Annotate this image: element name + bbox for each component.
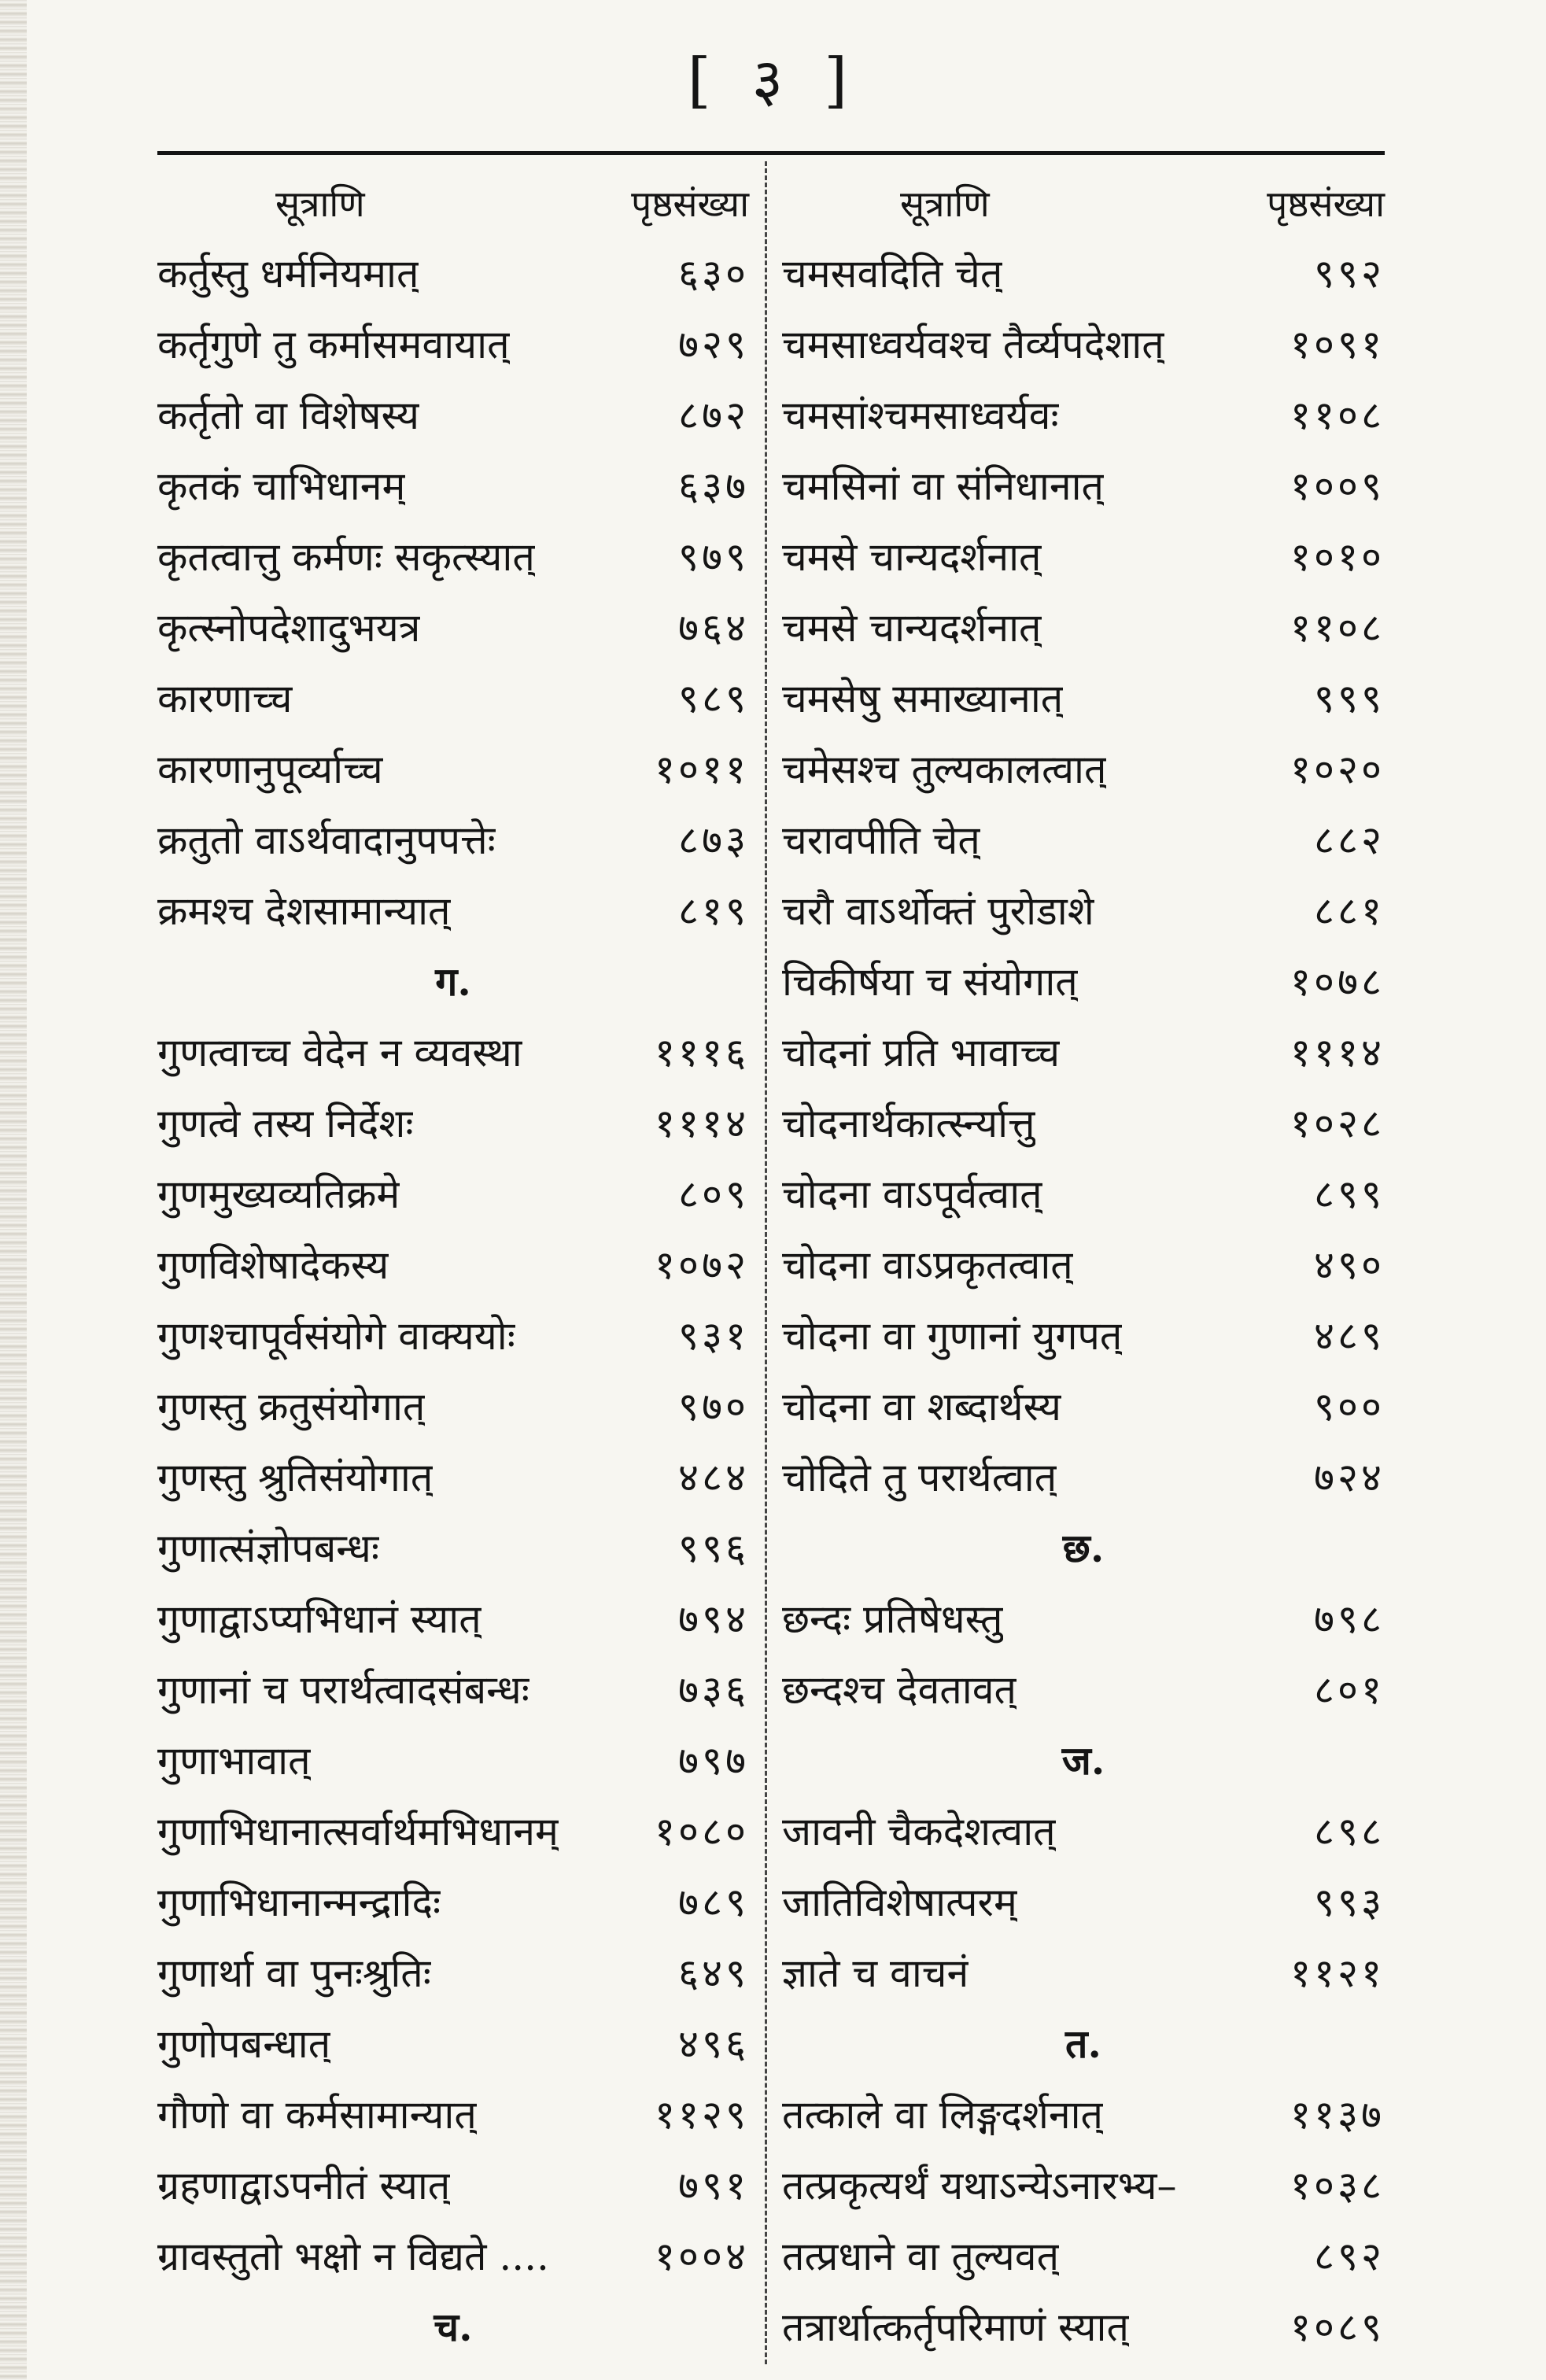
index-row — [157, 591, 749, 662]
page-ref: ८८२ — [1314, 817, 1385, 863]
page-ref: ९९९ — [1314, 676, 1385, 721]
header-page-count: पृष्ठसंख्या — [1267, 183, 1385, 225]
index-row — [782, 803, 1385, 874]
sutra-text: गुणस्तु क्रतुसंयोगात् — [157, 1384, 426, 1430]
sutra-text: चमसे चान्यदर्शनात् — [782, 534, 1042, 580]
page-ref: १०१० — [1290, 534, 1385, 580]
section-letter-heading: छ. — [1062, 1525, 1105, 1571]
sutra-text: चिकीर्षया च संयोगात् — [782, 959, 1078, 1005]
sutra-text: छन्दः प्रतिषेधस्तु — [782, 1596, 1003, 1642]
page-ref: १०२० — [1290, 747, 1385, 792]
index-row — [782, 237, 1385, 308]
sutra-text: चोदना वाऽपूर्वत्वात् — [782, 1172, 1042, 1217]
sutra-text: गुणस्तु श्रुतिसंयोगात् — [157, 1455, 434, 1500]
page-ref: ११२१ — [1290, 1950, 1385, 1996]
sutra-text: कृतकं चाभिधानम् — [157, 463, 406, 509]
page-ref: ११३७ — [1290, 2092, 1385, 2138]
page-ref: १०७२ — [655, 1242, 749, 1288]
page-ref: ११०८ — [1290, 393, 1385, 438]
sutra-text: तत्प्रकृत्यर्थं यथाऽन्येऽनारभ्य– — [782, 2163, 1177, 2208]
index-row — [782, 945, 1385, 1016]
page-ref: ६३७ — [678, 463, 749, 509]
page-ref: ९९६ — [678, 1526, 749, 1571]
page-ref: ८८१ — [1314, 888, 1385, 934]
sutra-text: कर्तुस्तु धर्मनियमात् — [157, 251, 419, 297]
sutra-text: चमेसश्च तुल्यकालत्वात् — [782, 747, 1107, 792]
section-letter-heading: ज. — [1061, 1737, 1105, 1784]
page-ref: १०७८ — [1290, 959, 1385, 1005]
page-ref: ८०९ — [678, 1172, 749, 1217]
page-ref: ४९६ — [678, 2021, 749, 2067]
sutra-text: कृत्स्नोपदेशादुभयत्र — [157, 605, 421, 651]
sutra-text: जातिविशेषात्परम् — [782, 1880, 1017, 1925]
sutra-text: चोदना वा शब्दार्थस्य — [782, 1384, 1062, 1430]
page-ref: १०८९ — [1290, 2304, 1385, 2350]
left-index-column — [157, 169, 749, 2361]
sutra-text: गुणविशेषादेकस्य — [157, 1242, 389, 1288]
sutra-text: कृतत्वात्तु कर्मणः सकृत्स्यात् — [157, 534, 535, 580]
page-ref: ७९४ — [678, 1596, 749, 1642]
sutra-text: गुणत्वे तस्य निर्देशः — [157, 1101, 414, 1146]
page-ref: ९३१ — [678, 1313, 749, 1359]
page-ref: ७३६ — [678, 1667, 749, 1713]
index-row — [157, 1228, 749, 1299]
right-index-column — [782, 169, 1385, 2361]
column-header — [157, 169, 749, 237]
index-row — [157, 874, 749, 945]
section-letter-heading: ग. — [435, 958, 471, 1005]
page-ref: ९७० — [678, 1384, 749, 1430]
index-row — [157, 1299, 749, 1370]
page-ref: ७९८ — [1314, 1596, 1385, 1642]
page-ref: १०११ — [655, 747, 749, 792]
sutra-text: चरावपीति चेत् — [782, 817, 980, 863]
sutra-text: चरौ वाऽर्थोक्तं पुरोडाशे — [782, 888, 1094, 934]
page-ref: १०९१ — [1290, 322, 1385, 367]
sutra-text: गुणात्संज्ञोपबन्धः — [157, 1526, 379, 1571]
index-row — [157, 1653, 749, 1724]
page-ref: ६४९ — [678, 1950, 749, 1996]
page-ref: ७६४ — [678, 605, 749, 651]
index-row — [782, 1087, 1385, 1157]
index-row — [157, 308, 749, 378]
index-row — [782, 520, 1385, 591]
index-row — [782, 378, 1385, 449]
page-ref: ८०१ — [1314, 1667, 1385, 1713]
sutra-text: क्रतुतो वाऽर्थवादानुपपत्तेः — [157, 817, 496, 863]
page-ref: ७९१ — [678, 2163, 749, 2208]
page-ref: ११२९ — [655, 2092, 749, 2138]
sutra-text: क्रमश्च देशसामान्यात् — [157, 888, 451, 934]
index-row — [157, 803, 749, 874]
index-row — [782, 2219, 1385, 2290]
sutra-text: चमसवदिति चेत् — [782, 251, 1003, 297]
sutra-text: जावनी चैकदेशत्वात् — [782, 1809, 1056, 1854]
sutra-text: चोदनां प्रति भावाच्च — [782, 1030, 1061, 1076]
index-row — [157, 732, 749, 803]
header-page-count: पृष्ठसंख्या — [631, 183, 749, 225]
index-row — [782, 1865, 1385, 1936]
header-rule — [157, 151, 1385, 155]
sutra-text: गुणत्वाच्च वेदेन न व्यवस्था — [157, 1030, 522, 1076]
sutra-text: चोदिते तु परार्थत्वात् — [782, 1455, 1057, 1500]
index-row — [157, 1936, 749, 2007]
page-ref: १११४ — [1290, 1030, 1385, 1076]
index-row — [782, 2149, 1385, 2219]
index-row — [157, 237, 749, 308]
header-sutras: सूत्राणि — [275, 183, 365, 225]
page-ref: १११६ — [655, 1030, 749, 1076]
index-row — [782, 1228, 1385, 1299]
index-row — [157, 2219, 749, 2290]
sutra-text: ग्रहणाद्वाऽपनीतं स्यात् — [157, 2163, 451, 2208]
section-letter-heading: च. — [434, 2304, 473, 2350]
sutra-text: चमसाध्वर्यवश्च तैर्व्यपदेशात् — [782, 322, 1164, 367]
index-row — [782, 1582, 1385, 1653]
sutra-text: कारणाच्च — [157, 676, 293, 721]
page-ref: ९८९ — [678, 676, 749, 721]
sutra-text: गुणाभिधानान्मन्द्रादिः — [157, 1880, 441, 1925]
sutra-text: कर्तृगुणे तु कर्मासमवायात् — [157, 322, 510, 367]
sutra-text: तत्काले वा लिङ्गदर्शनात् — [782, 2092, 1104, 2138]
index-row — [782, 308, 1385, 378]
index-row — [782, 1370, 1385, 1441]
index-row — [782, 1936, 1385, 2007]
sutra-text: चोदना वा गुणानां युगपत् — [782, 1313, 1123, 1359]
sutra-text: कारणानुपूर्व्याच्च — [157, 747, 383, 792]
index-row — [782, 732, 1385, 803]
page-ref: ९०० — [1314, 1384, 1385, 1430]
page-number: [ ३ ] — [687, 45, 859, 115]
index-row — [157, 520, 749, 591]
index-row — [157, 1441, 749, 1511]
page-ref: ९९३ — [1314, 1880, 1385, 1925]
page-ref: ११०८ — [1290, 605, 1385, 651]
column-header — [782, 169, 1385, 237]
index-row — [157, 2078, 749, 2149]
page-ref: ४८९ — [1314, 1313, 1385, 1359]
sutra-text: गुणोपबन्धात् — [157, 2021, 331, 2067]
sutra-text: गुणाभावात् — [157, 1738, 311, 1784]
sutra-text: गौणो वा कर्मसामान्यात् — [157, 2092, 477, 2138]
sutra-text: चमसे चान्यदर्शनात् — [782, 605, 1042, 651]
sutra-text: गुणानां च परार्थत्वादसंबन्धः — [157, 1667, 529, 1713]
page-ref: ८७२ — [678, 393, 749, 438]
index-row — [157, 1795, 749, 1865]
sutra-text: गुणाद्वाऽप्यभिधानं स्यात् — [157, 1596, 482, 1642]
index-row — [782, 1795, 1385, 1865]
sutra-text: तत्रार्थात्कर्तृपरिमाणं स्यात् — [782, 2304, 1129, 2350]
index-row — [782, 1299, 1385, 1370]
index-row — [782, 591, 1385, 662]
index-row — [157, 1016, 749, 1087]
index-row — [782, 1653, 1385, 1724]
index-row — [157, 1724, 749, 1795]
index-row — [157, 1087, 749, 1157]
page-ref: १००९ — [1290, 463, 1385, 509]
page-ref: ८९२ — [1314, 2234, 1385, 2279]
page-ref: ८९९ — [1314, 1172, 1385, 1217]
index-row — [782, 874, 1385, 945]
sutra-text: चमसेषु समाख्यानात् — [782, 676, 1064, 721]
index-row — [782, 1016, 1385, 1087]
page-ref: ४९० — [1314, 1242, 1385, 1288]
index-row — [157, 1865, 749, 1936]
sutra-text: कर्तृतो वा विशेषस्य — [157, 393, 419, 438]
index-row — [782, 2290, 1385, 2361]
page-ref: १००४ — [655, 2234, 749, 2279]
page-ref: ९९२ — [1314, 251, 1385, 297]
sutra-text: छन्दश्च देवतावत् — [782, 1667, 1017, 1713]
sutra-text: चोदनार्थकार्त्स्न्यात्तु — [782, 1101, 1035, 1146]
page-ref: ८७३ — [678, 817, 749, 863]
index-row — [157, 378, 749, 449]
index-row — [157, 662, 749, 732]
section-letter-heading: त. — [1065, 2020, 1101, 2067]
page-ref: १०३८ — [1290, 2163, 1385, 2208]
index-row — [157, 1511, 749, 1582]
page-ref: ७९७ — [678, 1738, 749, 1784]
sutra-text: चमसांश्चमसाध्वर्यवः — [782, 393, 1059, 438]
index-row — [782, 1157, 1385, 1228]
page-ref: ४८४ — [678, 1455, 749, 1500]
index-row — [157, 1157, 749, 1228]
sutra-text: गुणमुख्यव्यतिक्रमे — [157, 1172, 400, 1217]
header-sutras: सूत्राणि — [900, 183, 990, 225]
page-ref: ६३० — [678, 251, 749, 297]
sutra-text: चमसिनां वा संनिधानात् — [782, 463, 1105, 509]
page-ref: १११४ — [655, 1101, 749, 1146]
page-ref: १०२८ — [1290, 1101, 1385, 1146]
sutra-text: गुणार्था वा पुनःश्रुतिः — [157, 1950, 431, 1996]
page-ref: १०८० — [655, 1809, 749, 1854]
sutra-text: चोदना वाऽप्रकृतत्वात् — [782, 1242, 1073, 1288]
sutra-text: गुणाभिधानात्सर्वार्थमभिधानम् — [157, 1809, 559, 1854]
index-row — [157, 2007, 749, 2078]
index-row — [782, 662, 1385, 732]
scanned-page-edge — [0, 0, 27, 2380]
index-row — [157, 1582, 749, 1653]
index-row — [782, 1441, 1385, 1511]
index-row — [782, 2078, 1385, 2149]
page-ref: ८१९ — [678, 888, 749, 934]
index-row — [782, 449, 1385, 520]
index-row — [157, 2149, 749, 2219]
sutra-text: ज्ञाते च वाचनं — [782, 1950, 969, 1996]
page-ref: ९७९ — [678, 534, 749, 580]
page-ref: ७२४ — [1314, 1455, 1385, 1500]
sutra-text: गुणश्चापूर्वसंयोगे वाक्ययोः — [157, 1313, 515, 1359]
page-ref: ८९८ — [1314, 1809, 1385, 1854]
column-divider — [765, 161, 767, 2364]
page-ref: ७२९ — [678, 322, 749, 367]
index-row — [157, 449, 749, 520]
sutra-text: तत्प्रधाने वा तुल्यवत् — [782, 2234, 1060, 2279]
page-ref: ७८९ — [678, 1880, 749, 1925]
sutra-text: ग्रावस्तुतो भक्षो न विद्यते .... — [157, 2234, 549, 2279]
index-row — [157, 1370, 749, 1441]
